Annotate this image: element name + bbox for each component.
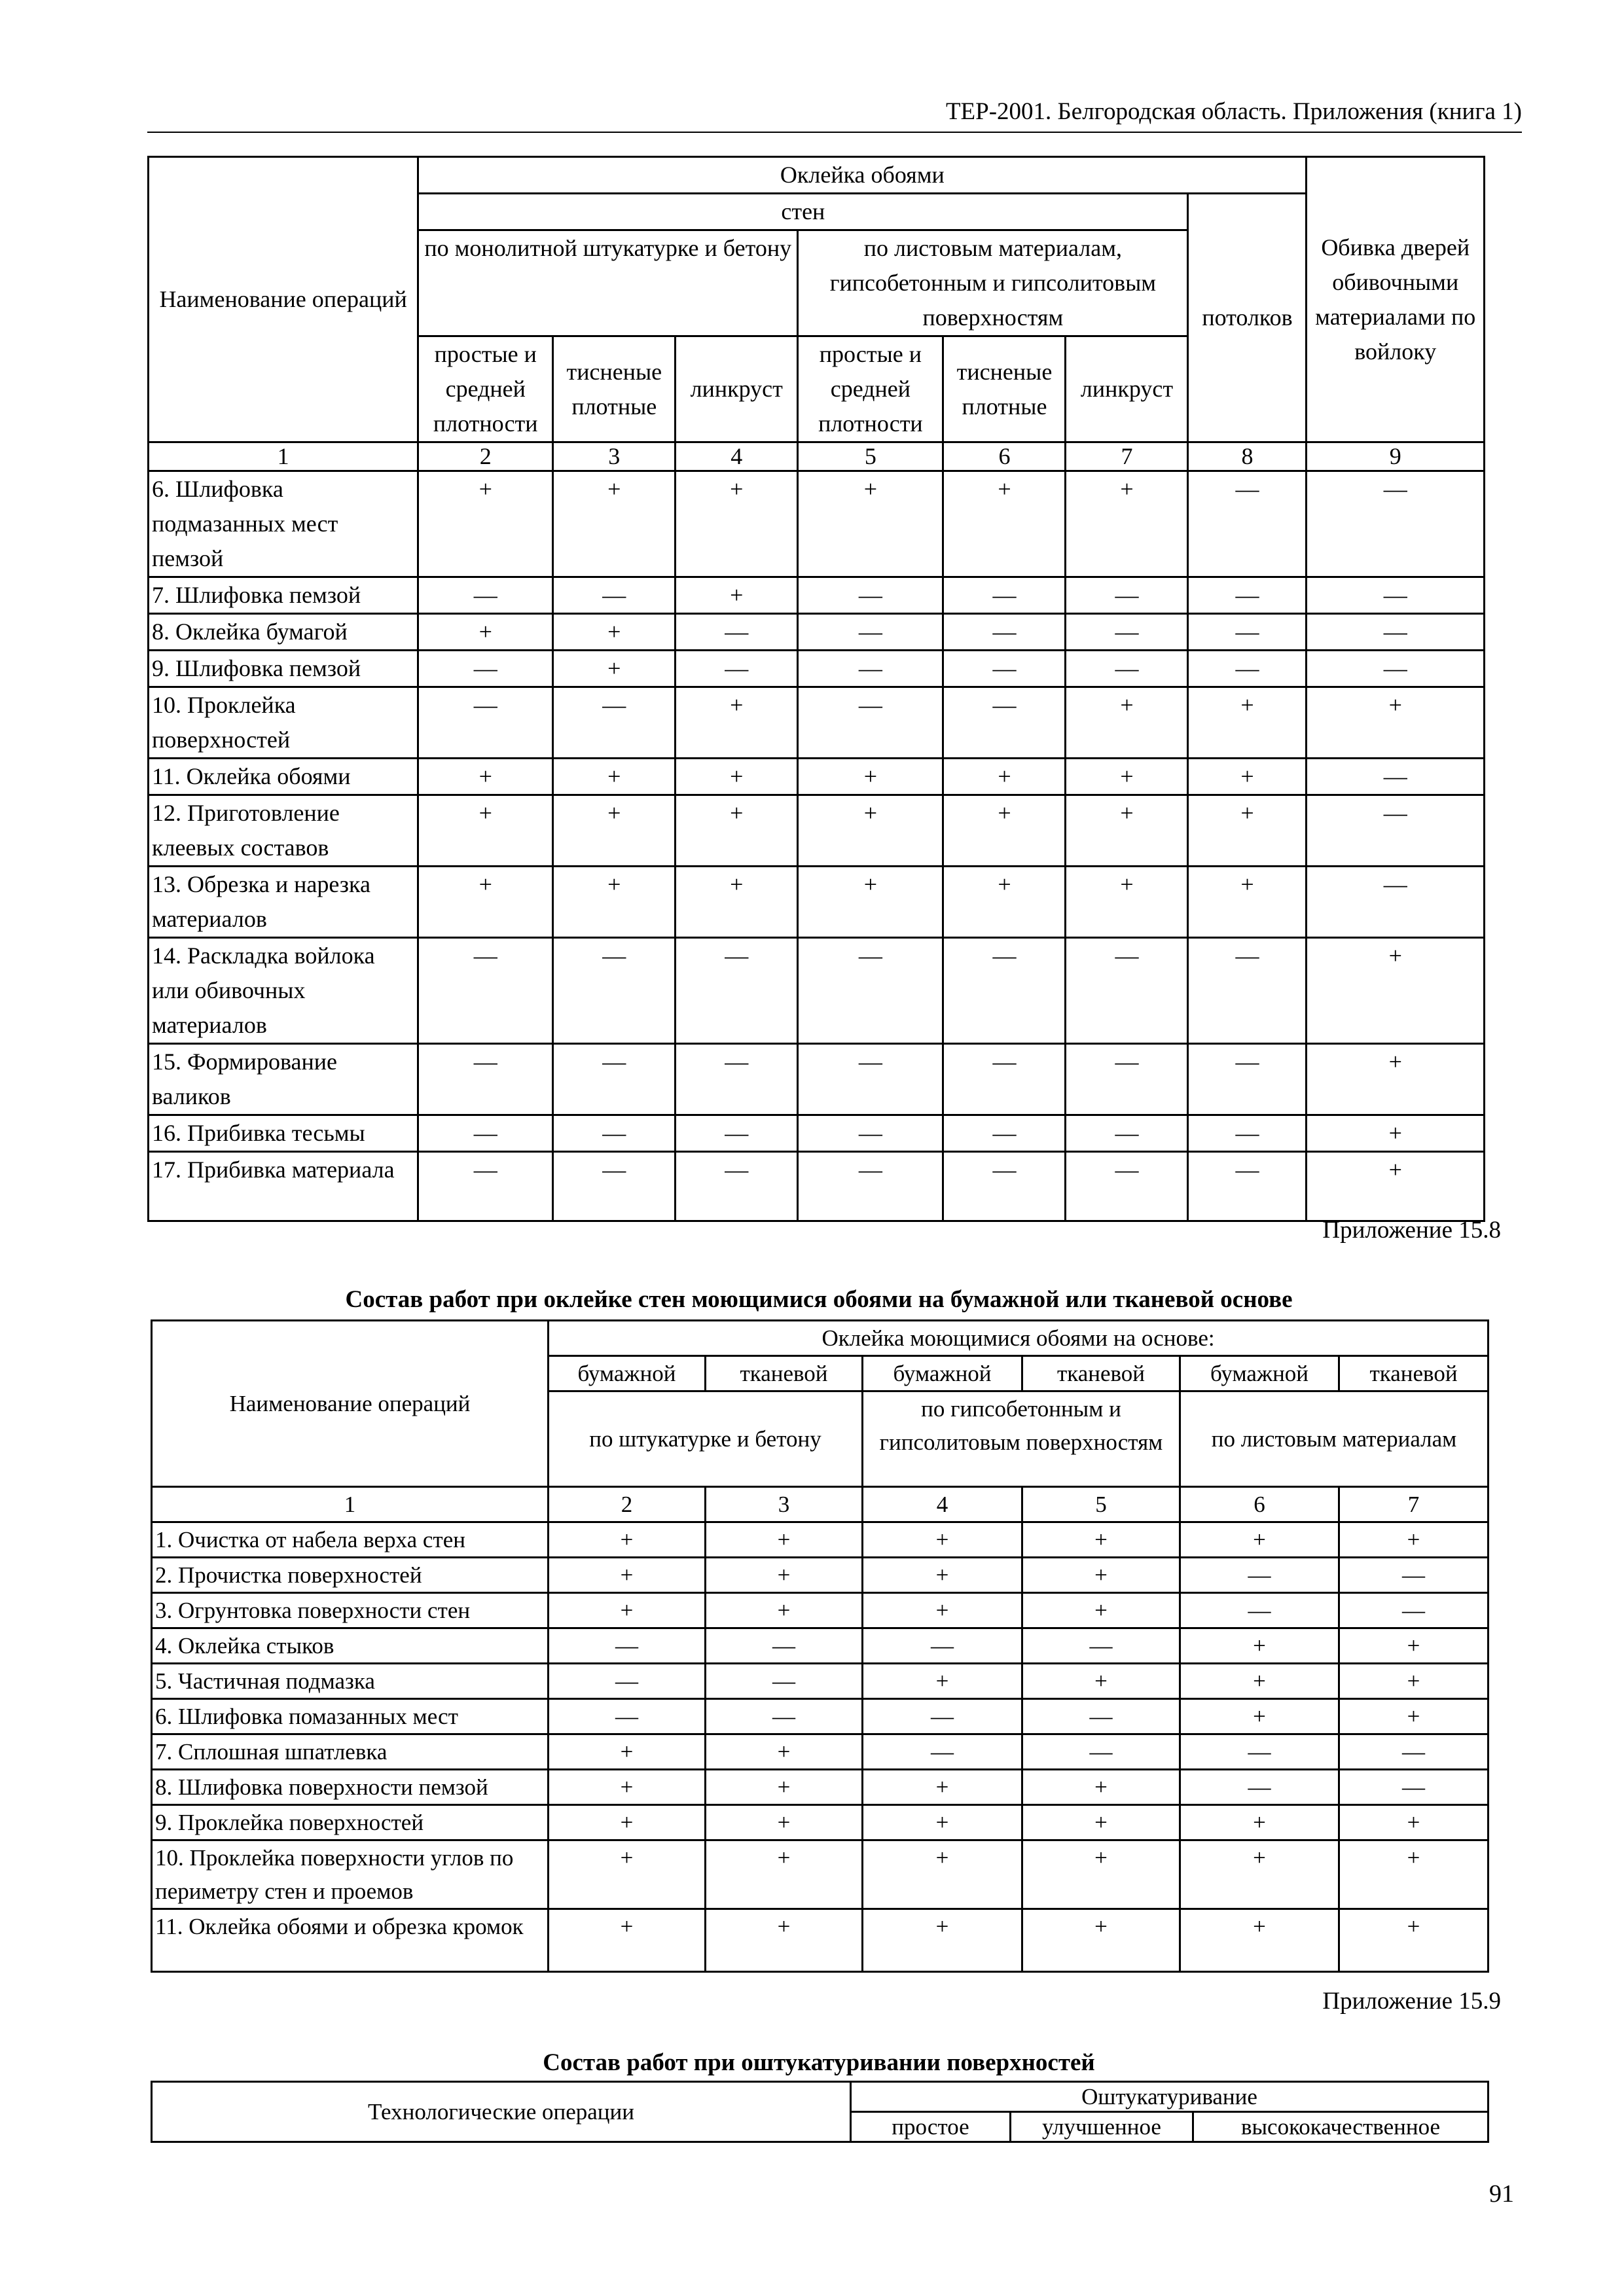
mark-cell: +	[1022, 1522, 1180, 1558]
mark-cell: —	[549, 1628, 706, 1664]
mark-cell: +	[1188, 759, 1307, 795]
mark-cell: +	[863, 1770, 1022, 1805]
mark-cell: —	[676, 938, 798, 1044]
header-technological-operations: Технологические операции	[152, 2082, 851, 2142]
operation-name: 4. Оклейка стыков	[152, 1628, 549, 1664]
mark-cell: —	[1022, 1628, 1180, 1664]
mark-cell: +	[553, 471, 676, 577]
mark-cell: +	[1307, 1044, 1485, 1115]
header-fabric: тканевой	[706, 1356, 863, 1391]
mark-cell: +	[1066, 795, 1188, 867]
header-washable: Оклейка моющимися обоями на основе:	[549, 1321, 1489, 1356]
mark-cell: —	[706, 1628, 863, 1664]
operation-name: 8. Шлифовка поверхности пемзой	[152, 1770, 549, 1805]
header-simple: простые и средней плотности	[418, 336, 553, 442]
mark-cell: +	[1339, 1840, 1489, 1909]
header-operation-name: Наименование операций	[149, 157, 418, 442]
operation-name: 8. Оклейка бумагой	[149, 614, 418, 651]
col-num: 3	[706, 1487, 863, 1522]
mark-cell: —	[1307, 759, 1485, 795]
operation-name: 3. Огрунтовка поверхности стен	[152, 1593, 549, 1628]
mark-cell: +	[1180, 1699, 1339, 1734]
operation-name: 12. Приготовление клеевых составов	[149, 795, 418, 867]
table-row	[149, 759, 1485, 795]
table-row	[149, 795, 1485, 867]
mark-cell: +	[863, 1909, 1022, 1972]
table-title: Состав работ при оклейке стен моющимися обоями на бумажной или тканевой основе	[345, 1286, 1293, 1313]
mark-cell: —	[1307, 651, 1485, 687]
mark-cell: —	[1307, 471, 1485, 577]
mark-cell: +	[798, 471, 943, 577]
mark-cell: —	[418, 687, 553, 759]
mark-cell: —	[1188, 1044, 1307, 1115]
mark-cell: +	[1066, 867, 1188, 938]
table-row	[149, 1152, 1485, 1221]
mark-cell: —	[676, 1115, 798, 1152]
mark-cell: —	[943, 687, 1066, 759]
operation-name: 13. Обрезка и нарезка материалов	[149, 867, 418, 938]
mark-cell: —	[676, 651, 798, 687]
mark-cell: +	[1022, 1909, 1180, 1972]
mark-cell: —	[418, 1152, 553, 1221]
mark-cell: +	[943, 759, 1066, 795]
mark-cell: +	[1180, 1840, 1339, 1909]
mark-cell: +	[418, 867, 553, 938]
mark-cell: —	[1066, 614, 1188, 651]
header-embossed: тисненые плотные	[943, 336, 1066, 442]
mark-cell: +	[418, 614, 553, 651]
mark-cell: +	[863, 1664, 1022, 1699]
operation-name: 9. Проклейка поверхностей	[152, 1805, 549, 1840]
mark-cell: —	[1066, 1152, 1188, 1221]
operation-name: 7. Сплошная шпатлевка	[152, 1734, 549, 1770]
mark-cell: +	[1022, 1770, 1180, 1805]
header-simple: простое	[851, 2112, 1011, 2142]
mark-cell: +	[1307, 938, 1485, 1044]
mark-cell: +	[1339, 1805, 1489, 1840]
mark-cell: +	[706, 1593, 863, 1628]
header-embossed: тисненые плотные	[553, 336, 676, 442]
mark-cell: +	[549, 1522, 706, 1558]
mark-cell: +	[549, 1770, 706, 1805]
mark-cell: +	[1188, 687, 1307, 759]
mark-cell: +	[863, 1558, 1022, 1593]
mark-cell: —	[1339, 1734, 1489, 1770]
col-num: 5	[798, 442, 943, 471]
mark-cell: +	[706, 1840, 863, 1909]
mark-cell: +	[553, 867, 676, 938]
mark-cell: —	[863, 1699, 1022, 1734]
mark-cell: —	[706, 1699, 863, 1734]
mark-cell: +	[1307, 1115, 1485, 1152]
mark-cell: —	[943, 651, 1066, 687]
mark-cell: +	[676, 795, 798, 867]
operation-name: 6. Шлифовка подмазанных мест пемзой	[149, 471, 418, 577]
mark-cell: +	[418, 795, 553, 867]
mark-cell: —	[1188, 938, 1307, 1044]
mark-cell: +	[1066, 471, 1188, 577]
mark-cell: —	[553, 1044, 676, 1115]
mark-cell: —	[1188, 577, 1307, 614]
mark-cell: +	[553, 614, 676, 651]
header-improved: улучшенное	[1011, 2112, 1193, 2142]
header-fabric: тканевой	[1022, 1356, 1180, 1391]
header-paper: бумажной	[1180, 1356, 1339, 1391]
mark-cell: +	[1066, 759, 1188, 795]
operation-name: 16. Прибивка тесьмы	[149, 1115, 418, 1152]
mark-cell: —	[1180, 1558, 1339, 1593]
mark-cell: —	[553, 687, 676, 759]
col-num: 4	[863, 1487, 1022, 1522]
mark-cell: +	[1066, 687, 1188, 759]
operation-name: 5. Частичная подмазка	[152, 1664, 549, 1699]
mark-cell: —	[1307, 867, 1485, 938]
col-num: 2	[549, 1487, 706, 1522]
mark-cell: —	[943, 577, 1066, 614]
mark-cell: —	[798, 1115, 943, 1152]
mark-cell: —	[1022, 1734, 1180, 1770]
mark-cell: —	[1188, 471, 1307, 577]
mark-cell: —	[943, 1152, 1066, 1221]
mark-cell: +	[1180, 1628, 1339, 1664]
mark-cell: +	[863, 1593, 1022, 1628]
mark-cell: —	[553, 1152, 676, 1221]
mark-cell: +	[1307, 687, 1485, 759]
mark-cell: —	[863, 1628, 1022, 1664]
running-header	[147, 95, 1522, 133]
mark-cell: —	[676, 1152, 798, 1221]
mark-cell: —	[1307, 614, 1485, 651]
appendix-label: Приложение 15.8	[1322, 1217, 1501, 1244]
mark-cell: +	[549, 1558, 706, 1593]
mark-cell: +	[706, 1558, 863, 1593]
mark-cell: —	[553, 577, 676, 614]
mark-cell: +	[706, 1909, 863, 1972]
mark-cell: —	[1180, 1770, 1339, 1805]
mark-cell: +	[549, 1909, 706, 1972]
mark-cell: +	[943, 795, 1066, 867]
mark-cell: —	[1180, 1593, 1339, 1628]
mark-cell: +	[1022, 1664, 1180, 1699]
mark-cell: —	[798, 1152, 943, 1221]
operation-name: 1. Очистка от набела верха стен	[152, 1522, 549, 1558]
table-row	[152, 1805, 1489, 1840]
header-ceilings: потолков	[1188, 194, 1307, 442]
mark-cell: +	[943, 471, 1066, 577]
operation-name: 11. Оклейка обоями и обрезка кромок	[152, 1909, 549, 1972]
mark-cell: +	[1339, 1699, 1489, 1734]
mark-cell: +	[553, 759, 676, 795]
mark-cell: —	[549, 1699, 706, 1734]
operation-name: 15. Формирование валиков	[149, 1044, 418, 1115]
mark-cell: +	[1022, 1558, 1180, 1593]
col-num: 6	[943, 442, 1066, 471]
mark-cell: +	[1180, 1909, 1339, 1972]
mark-cell: +	[553, 795, 676, 867]
col-num: 5	[1022, 1487, 1180, 1522]
mark-cell: —	[1307, 577, 1485, 614]
header-lincrusta: линкруст	[676, 336, 798, 442]
operation-name: 10. Проклейка поверхностей	[149, 687, 418, 759]
mark-cell: +	[706, 1734, 863, 1770]
mark-cell: —	[418, 938, 553, 1044]
header-plaster-concrete: по штукатурке и бетону	[549, 1391, 863, 1487]
mark-cell: +	[1339, 1522, 1489, 1558]
table-row	[149, 651, 1485, 687]
mark-cell: +	[1188, 867, 1307, 938]
col-num: 6	[1180, 1487, 1339, 1522]
header-text: ТЕР-2001. Белгородская область. Приложения (книга 1)	[945, 98, 1522, 125]
appendix-label: Приложение 15.9	[1322, 1988, 1501, 2015]
col-num: 7	[1339, 1487, 1489, 1522]
mark-cell: +	[1180, 1522, 1339, 1558]
mark-cell: —	[798, 577, 943, 614]
table-row	[152, 1628, 1489, 1664]
mark-cell: +	[676, 759, 798, 795]
mark-cell: —	[706, 1664, 863, 1699]
table-plastering	[151, 2081, 1489, 2143]
table-wallpaper-operations	[147, 156, 1485, 1222]
table-row	[149, 687, 1485, 759]
page-number: 91	[1489, 2180, 1514, 2208]
mark-cell: —	[1307, 795, 1485, 867]
mark-cell: +	[1022, 1840, 1180, 1909]
mark-cell: +	[676, 577, 798, 614]
header-monolith: по монолитной штукатурке и бетону	[418, 230, 798, 336]
header-paper: бумажной	[863, 1356, 1022, 1391]
header-sheet-materials: по листовым материалам	[1180, 1391, 1489, 1487]
mark-cell: —	[553, 1115, 676, 1152]
mark-cell: —	[798, 651, 943, 687]
table-row	[152, 1699, 1489, 1734]
header-plastering: Оштукатуривание	[851, 2082, 1489, 2112]
table-row	[149, 471, 1485, 577]
header-paper: бумажной	[549, 1356, 706, 1391]
table-row	[152, 1558, 1489, 1593]
mark-cell: —	[1339, 1770, 1489, 1805]
mark-cell: —	[1339, 1593, 1489, 1628]
table-washable-wallpaper	[151, 1319, 1489, 1973]
table-row	[149, 867, 1485, 938]
col-num: 7	[1066, 442, 1188, 471]
table-title: Состав работ при оштукатуривании поверхностей	[543, 2049, 1095, 2076]
mark-cell: —	[553, 938, 676, 1044]
col-num: 3	[553, 442, 676, 471]
col-num: 9	[1307, 442, 1485, 471]
mark-cell: +	[1339, 1909, 1489, 1972]
operation-name: 14. Раскладка войлока или обивочных материалов	[149, 938, 418, 1044]
table-row	[149, 614, 1485, 651]
mark-cell: +	[1339, 1664, 1489, 1699]
col-num: 8	[1188, 442, 1307, 471]
operation-name: 9. Шлифовка пемзой	[149, 651, 418, 687]
mark-cell: +	[676, 687, 798, 759]
mark-cell: —	[943, 938, 1066, 1044]
mark-cell: —	[798, 938, 943, 1044]
operation-name: 11. Оклейка обоями	[149, 759, 418, 795]
mark-cell: —	[1188, 1152, 1307, 1221]
header-lincrusta: линкруст	[1066, 336, 1188, 442]
mark-cell: —	[1066, 938, 1188, 1044]
table-row	[149, 938, 1485, 1044]
mark-cell: +	[863, 1840, 1022, 1909]
table-row	[152, 1664, 1489, 1699]
mark-cell: +	[549, 1805, 706, 1840]
mark-cell: +	[676, 867, 798, 938]
mark-cell: +	[553, 651, 676, 687]
operation-name: 2. Прочистка поверхностей	[152, 1558, 549, 1593]
header-wallpaper: Оклейка обоями	[418, 157, 1307, 194]
mark-cell: +	[549, 1734, 706, 1770]
operation-name: 10. Проклейка поверхности углов по периметру стен и проемов	[152, 1840, 549, 1909]
mark-cell: +	[798, 795, 943, 867]
table-row	[149, 577, 1485, 614]
mark-cell: +	[418, 471, 553, 577]
table-row	[152, 1593, 1489, 1628]
mark-cell: —	[418, 1044, 553, 1115]
mark-cell: +	[863, 1805, 1022, 1840]
mark-cell: +	[798, 867, 943, 938]
mark-cell: +	[706, 1522, 863, 1558]
col-num: 1	[149, 442, 418, 471]
header-door-upholstery: Обивка дверей обивочными материалами по войлоку	[1307, 157, 1485, 442]
header-sheet-materials: по листовым материалам, гипсобетонным и гипсолитовым поверхностям	[798, 230, 1188, 336]
operation-name: 6. Шлифовка помазанных мест	[152, 1699, 549, 1734]
mark-cell: —	[676, 1044, 798, 1115]
header-high-quality: высококачественное	[1193, 2112, 1489, 2142]
mark-cell: —	[943, 1115, 1066, 1152]
col-num: 1	[152, 1487, 549, 1522]
mark-cell: —	[1066, 1044, 1188, 1115]
mark-cell: —	[943, 1044, 1066, 1115]
mark-cell: +	[798, 759, 943, 795]
mark-cell: —	[798, 687, 943, 759]
mark-cell: +	[863, 1522, 1022, 1558]
header-fabric: тканевой	[1339, 1356, 1489, 1391]
mark-cell: —	[418, 651, 553, 687]
mark-cell: +	[1307, 1152, 1485, 1221]
mark-cell: —	[798, 614, 943, 651]
mark-cell: +	[1188, 795, 1307, 867]
mark-cell: +	[549, 1593, 706, 1628]
operation-name: 17. Прибивка материала	[149, 1152, 418, 1221]
mark-cell: +	[676, 471, 798, 577]
mark-cell: —	[676, 614, 798, 651]
mark-cell: —	[1188, 614, 1307, 651]
col-num: 4	[676, 442, 798, 471]
mark-cell: —	[1339, 1558, 1489, 1593]
mark-cell: —	[943, 614, 1066, 651]
table-row	[152, 1734, 1489, 1770]
table-row	[152, 1770, 1489, 1805]
mark-cell: —	[1066, 577, 1188, 614]
mark-cell: —	[549, 1664, 706, 1699]
mark-cell: +	[1180, 1664, 1339, 1699]
table-row	[149, 1044, 1485, 1115]
mark-cell: —	[1188, 1115, 1307, 1152]
mark-cell: +	[1339, 1628, 1489, 1664]
mark-cell: +	[943, 867, 1066, 938]
table-row	[152, 1522, 1489, 1558]
header-walls: стен	[418, 194, 1188, 230]
mark-cell: —	[1022, 1699, 1180, 1734]
mark-cell: +	[1022, 1593, 1180, 1628]
mark-cell: —	[1188, 651, 1307, 687]
mark-cell: —	[863, 1734, 1022, 1770]
mark-cell: —	[1066, 651, 1188, 687]
mark-cell: —	[1066, 1115, 1188, 1152]
mark-cell: +	[1022, 1805, 1180, 1840]
mark-cell: +	[549, 1840, 706, 1909]
mark-cell: +	[1180, 1805, 1339, 1840]
mark-cell: +	[706, 1805, 863, 1840]
mark-cell: +	[418, 759, 553, 795]
table-row	[152, 1840, 1489, 1909]
table-row	[152, 1909, 1489, 1972]
mark-cell: —	[418, 577, 553, 614]
header-simple: простые и средней плотности	[798, 336, 943, 442]
mark-cell: —	[798, 1044, 943, 1115]
mark-cell: +	[706, 1770, 863, 1805]
header-operation-name: Наименование операций	[152, 1321, 549, 1487]
table-row	[149, 1115, 1485, 1152]
mark-cell: —	[1180, 1734, 1339, 1770]
operation-name: 7. Шлифовка пемзой	[149, 577, 418, 614]
header-gypsum: по гипсобетонным и гипсолитовым поверхностям	[863, 1391, 1180, 1487]
mark-cell: —	[418, 1115, 553, 1152]
col-num: 2	[418, 442, 553, 471]
